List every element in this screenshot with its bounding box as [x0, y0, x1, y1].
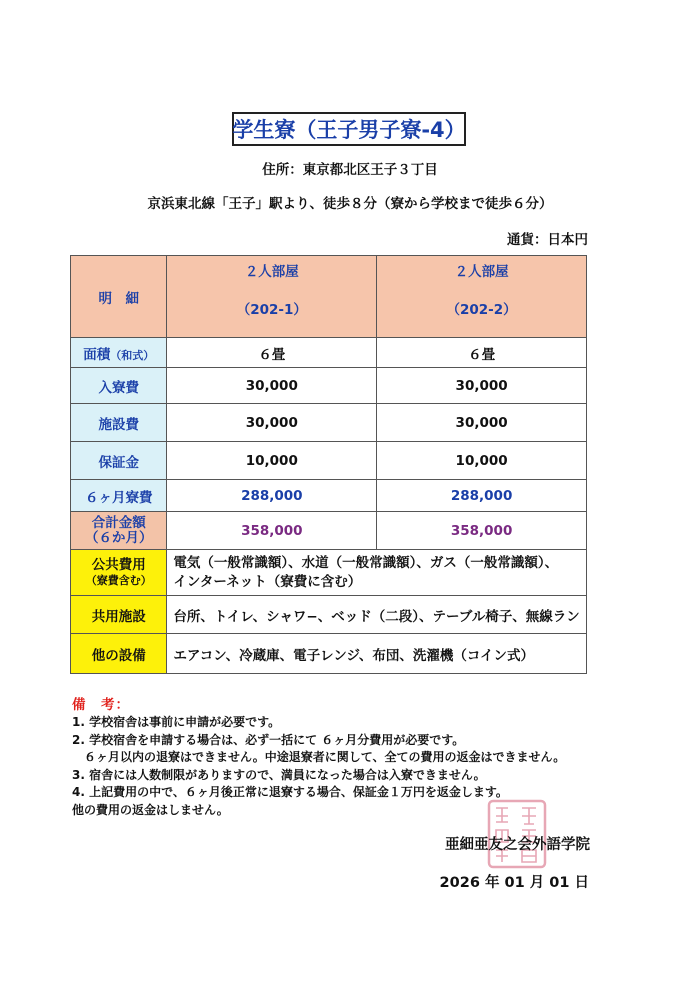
room2-area: ６畳 — [377, 338, 587, 368]
row-label-shared: 共用施設 — [71, 596, 167, 634]
room1-deposit: 10,000 — [167, 442, 377, 480]
page-title: 学生寮（王子男子寮-4） — [232, 112, 466, 146]
row-label-rent: ６ヶ月寮費 — [71, 480, 167, 512]
access-line: 京浜東北線「王子」駅より、徒歩８分（寮から学校まで徒歩６分） — [147, 196, 553, 212]
room2-code: （202-2） — [446, 302, 517, 318]
row-label-deposit: 保証金 — [71, 442, 167, 480]
notes-heading: 備 考： — [72, 697, 130, 713]
row-label-area — [71, 338, 167, 368]
note-item: 1. 学校宿舎は事前に申請が必要です。 — [72, 715, 281, 729]
header-label-cell — [71, 256, 167, 338]
table-row — [71, 338, 587, 368]
area-label-small: （和式） — [110, 348, 155, 362]
utilities-line-1: 電気（一般常識額）、水道（一般常識額）、ガス（一般常識額）、 — [173, 554, 559, 571]
table-row — [71, 512, 587, 550]
room2-name: ２人部屋 — [454, 264, 509, 280]
room2-header — [377, 256, 587, 338]
room2-entry-fee: 30,000 — [377, 368, 587, 404]
note-item: 4. 上記費用の中で、６ヶ月後正常に退寮する場合、保証金１万円を返金します。 — [72, 785, 508, 800]
row-label-entry-fee: 入寮費 — [71, 368, 167, 404]
other-text: エアコン、冷蔵庫、電子レンジ、布団、洗濯機（コイン式） — [167, 634, 587, 674]
room2-facility-fee: 30,000 — [377, 404, 587, 442]
room1-name: ２人部屋 — [244, 264, 299, 280]
utilities-note: （寮費含む） — [85, 573, 152, 587]
row-label-facility-fee: 施設費 — [71, 404, 167, 442]
table-row — [71, 404, 587, 442]
currency-label: 通貨：日本円 — [507, 232, 588, 248]
table-row — [71, 442, 587, 480]
table-row — [71, 596, 587, 634]
fee-table — [70, 255, 587, 674]
table-header-row — [71, 256, 587, 338]
utilities-label: 公共費用 — [91, 556, 146, 573]
row-label-other: 他の設備 — [71, 634, 167, 674]
table-row — [71, 480, 587, 512]
note-item: 他の費用の返金はしません。 — [72, 802, 229, 817]
school-name: 亜細亜友之会外語学院 — [445, 837, 590, 853]
address-line: 住所：東京都北区王子３丁目 — [262, 162, 438, 178]
room1-facility-fee: 30,000 — [167, 404, 377, 442]
header-label: 明 細 — [98, 290, 139, 307]
room1-area: ６畳 — [167, 338, 377, 368]
room1-entry-fee: 30,000 — [167, 368, 377, 404]
room1-total: 358,000 — [167, 512, 377, 550]
shared-text: 台所、トイレ、シャワ−、ベッド（二段）、テーブル椅子、無線ラン — [167, 596, 587, 634]
room1-rent: 288,000 — [167, 480, 377, 512]
note-item: ６ヶ月以内の退寮はできません。中途退寮者に関して、全ての費用の返金はできません。 — [72, 750, 566, 765]
total-period: （６か月） — [84, 529, 153, 546]
room2-deposit: 10,000 — [377, 442, 587, 480]
utilities-text — [167, 550, 587, 596]
room1-code: （202-1） — [236, 302, 307, 318]
room1-header — [167, 256, 377, 338]
total-label: 合計金額 — [91, 514, 146, 531]
room2-total: 358,000 — [377, 512, 587, 550]
table-row — [71, 550, 587, 596]
table-row — [71, 634, 587, 674]
note-item: 3. 宿舎には人数制限がありますので、満員になった場合は入寮できません。 — [72, 767, 486, 782]
row-label-total — [71, 512, 167, 550]
note-item: 2. 学校宿舎を申請する場合は、必ず一括にて ６ヶ月分費用が必要です。 — [72, 732, 465, 747]
utilities-line-2: インターネット（寮費に含む） — [173, 573, 362, 590]
issue-date: 2026 年 01 月 01 日 — [439, 875, 589, 891]
area-label: 面積 — [83, 346, 111, 363]
table-row — [71, 368, 587, 404]
row-label-utilities — [71, 550, 167, 596]
room2-rent: 288,000 — [377, 480, 587, 512]
